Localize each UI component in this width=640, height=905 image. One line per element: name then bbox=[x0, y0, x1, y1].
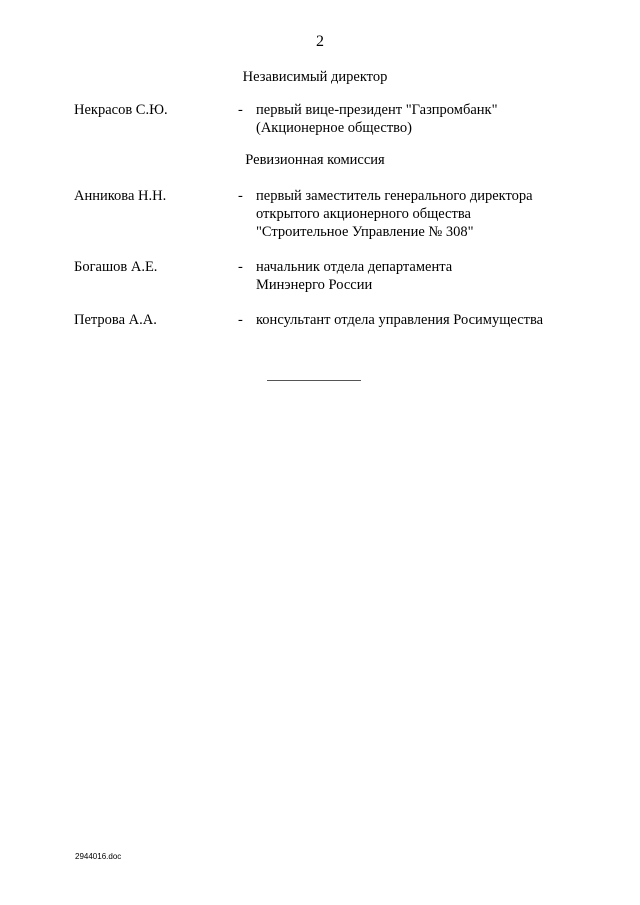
entry-name: Некрасов С.Ю. bbox=[74, 102, 168, 118]
end-separator-line bbox=[267, 380, 361, 381]
entry-dash: - bbox=[238, 102, 243, 118]
entry-role bbox=[256, 311, 586, 329]
role-line: консультант отдела управления Росимущества bbox=[256, 312, 544, 328]
entry-name: Петрова А.А. bbox=[74, 312, 157, 328]
entry-dash: - bbox=[238, 312, 243, 328]
role-line: открытого акционерного общества bbox=[256, 206, 471, 222]
entry-role bbox=[256, 258, 586, 294]
entry-dash: - bbox=[238, 259, 243, 275]
role-line: "Строительное Управление № 308" bbox=[256, 224, 474, 240]
entry-dash: - bbox=[238, 188, 243, 204]
entry-name: Анникова Н.Н. bbox=[74, 188, 167, 204]
role-line: первый заместитель генерального директора bbox=[256, 188, 533, 204]
footer-file-name: 2944016.doc bbox=[75, 852, 122, 861]
entry-role bbox=[256, 187, 586, 241]
entry-name: Богашов А.Е. bbox=[74, 259, 158, 275]
page-number: 2 bbox=[316, 33, 324, 50]
section-heading-independent-director: Независимый директор bbox=[242, 69, 388, 85]
section-heading-audit-commission: Ревизионная комиссия bbox=[245, 152, 385, 168]
role-line: Минэнерго России bbox=[256, 277, 373, 293]
role-line: начальник отдела департамента bbox=[256, 259, 453, 275]
role-line: (Акционерное общество) bbox=[256, 120, 412, 136]
role-line: первый вице-президент "Газпромбанк" bbox=[256, 102, 498, 118]
entry-role bbox=[256, 101, 586, 137]
